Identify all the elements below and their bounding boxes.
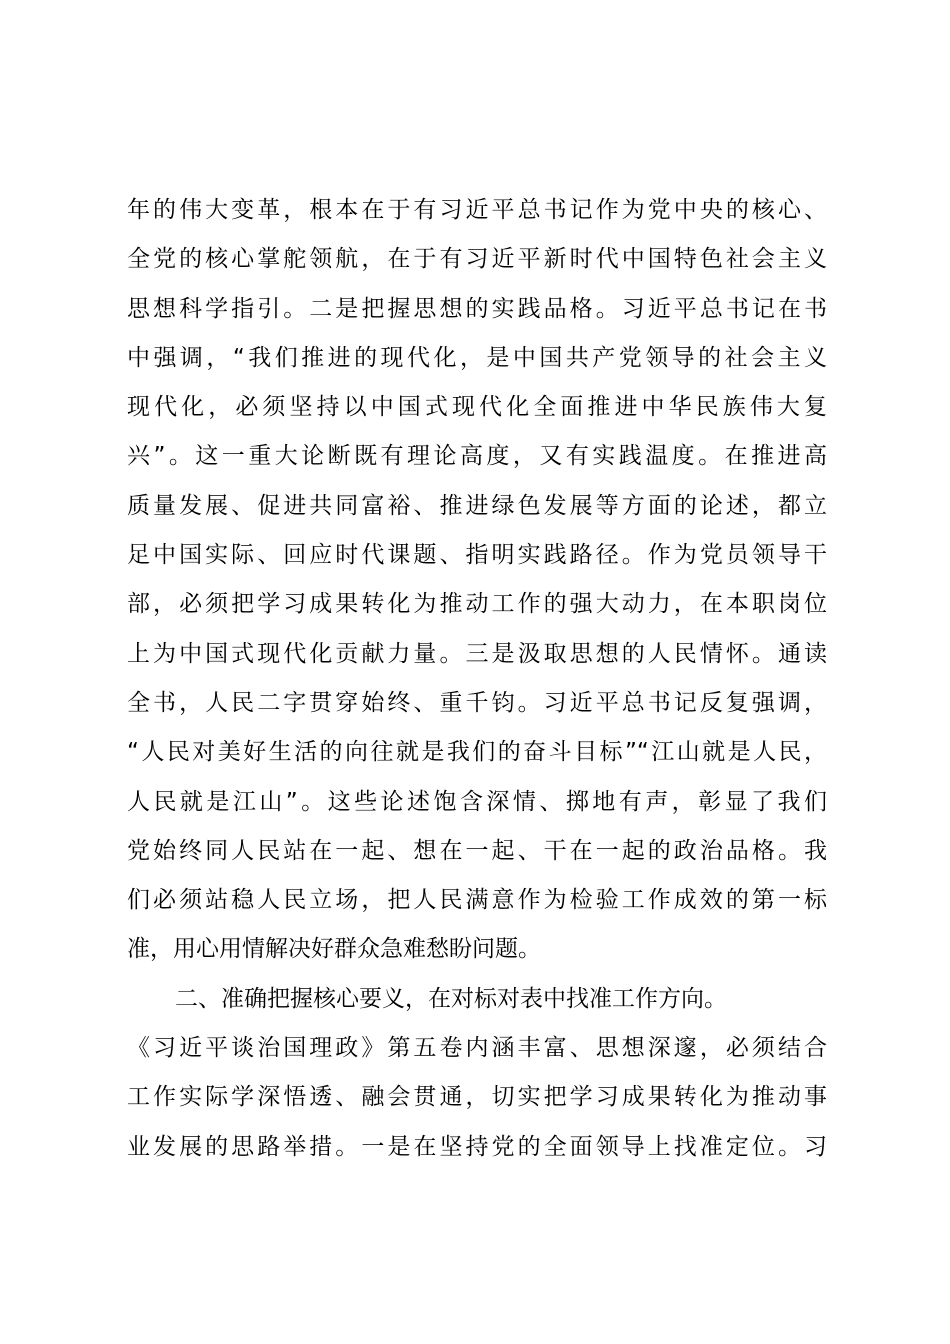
text-line: 们必须站稳人民立场，把人民满意作为检验工作成效的第一标 — [127, 887, 827, 914]
text-line: 业发展的思路举措。一是在坚持党的全面领导上找准定位。习 — [127, 1133, 827, 1160]
paragraph-end-line: 准，用心用情解决好群众急难愁盼问题。 — [127, 936, 541, 963]
text-line: 全书，人民二字贯穿始终、重千钧。习近平总书记反复强调， — [127, 689, 827, 716]
text-line: 中强调，“我们推进的现代化，是中国共产党领导的社会主义 — [127, 344, 827, 371]
body-text — [127, 186, 827, 1172]
text-line: 工作实际学深悟透、融会贯通，切实把学习成果转化为推动事 — [127, 1084, 827, 1111]
section-heading-line: 二、准确把握核心要义，在对标对表中找准工作方向。 — [175, 985, 727, 1012]
text-line: “人民对美好生活的向往就是我们的奋斗目标”“江山就是人民， — [127, 739, 827, 766]
text-line: 部，必须把学习成果转化为推动工作的强大动力，在本职岗位 — [127, 591, 827, 618]
text-line: 质量发展、促进共同富裕、推进绿色发展等方面的论述，都立 — [127, 492, 827, 519]
text-line: 党始终同人民站在一起、想在一起、干在一起的政治品格。我 — [127, 837, 827, 864]
text-line: 年的伟大变革，根本在于有习近平总书记作为党中央的核心、 — [127, 197, 827, 223]
text-line: 思想科学指引。二是把握思想的实践品格。习近平总书记在书 — [127, 295, 827, 322]
text-line: 足中国实际、回应时代课题、指明实践路径。作为党员领导干 — [127, 542, 827, 569]
text-line: 现代化，必须坚持以中国式现代化全面推进中华民族伟大复 — [127, 394, 827, 421]
text-line: 全党的核心掌舵领航，在于有习近平新时代中国特色社会主义 — [127, 246, 827, 273]
text-line: 上为中国式现代化贡献力量。三是汲取思想的人民情怀。通读 — [127, 640, 827, 667]
text-line: 《习近平谈治国理政》第五卷内涵丰富、思想深邃，必须结合 — [127, 1035, 827, 1062]
text-line: 人民就是江山”。这些论述饱含深情、掷地有声，彰显了我们 — [127, 788, 827, 815]
text-line: 兴”。这一重大论断既有理论高度，又有实践温度。在推进高 — [127, 443, 827, 470]
